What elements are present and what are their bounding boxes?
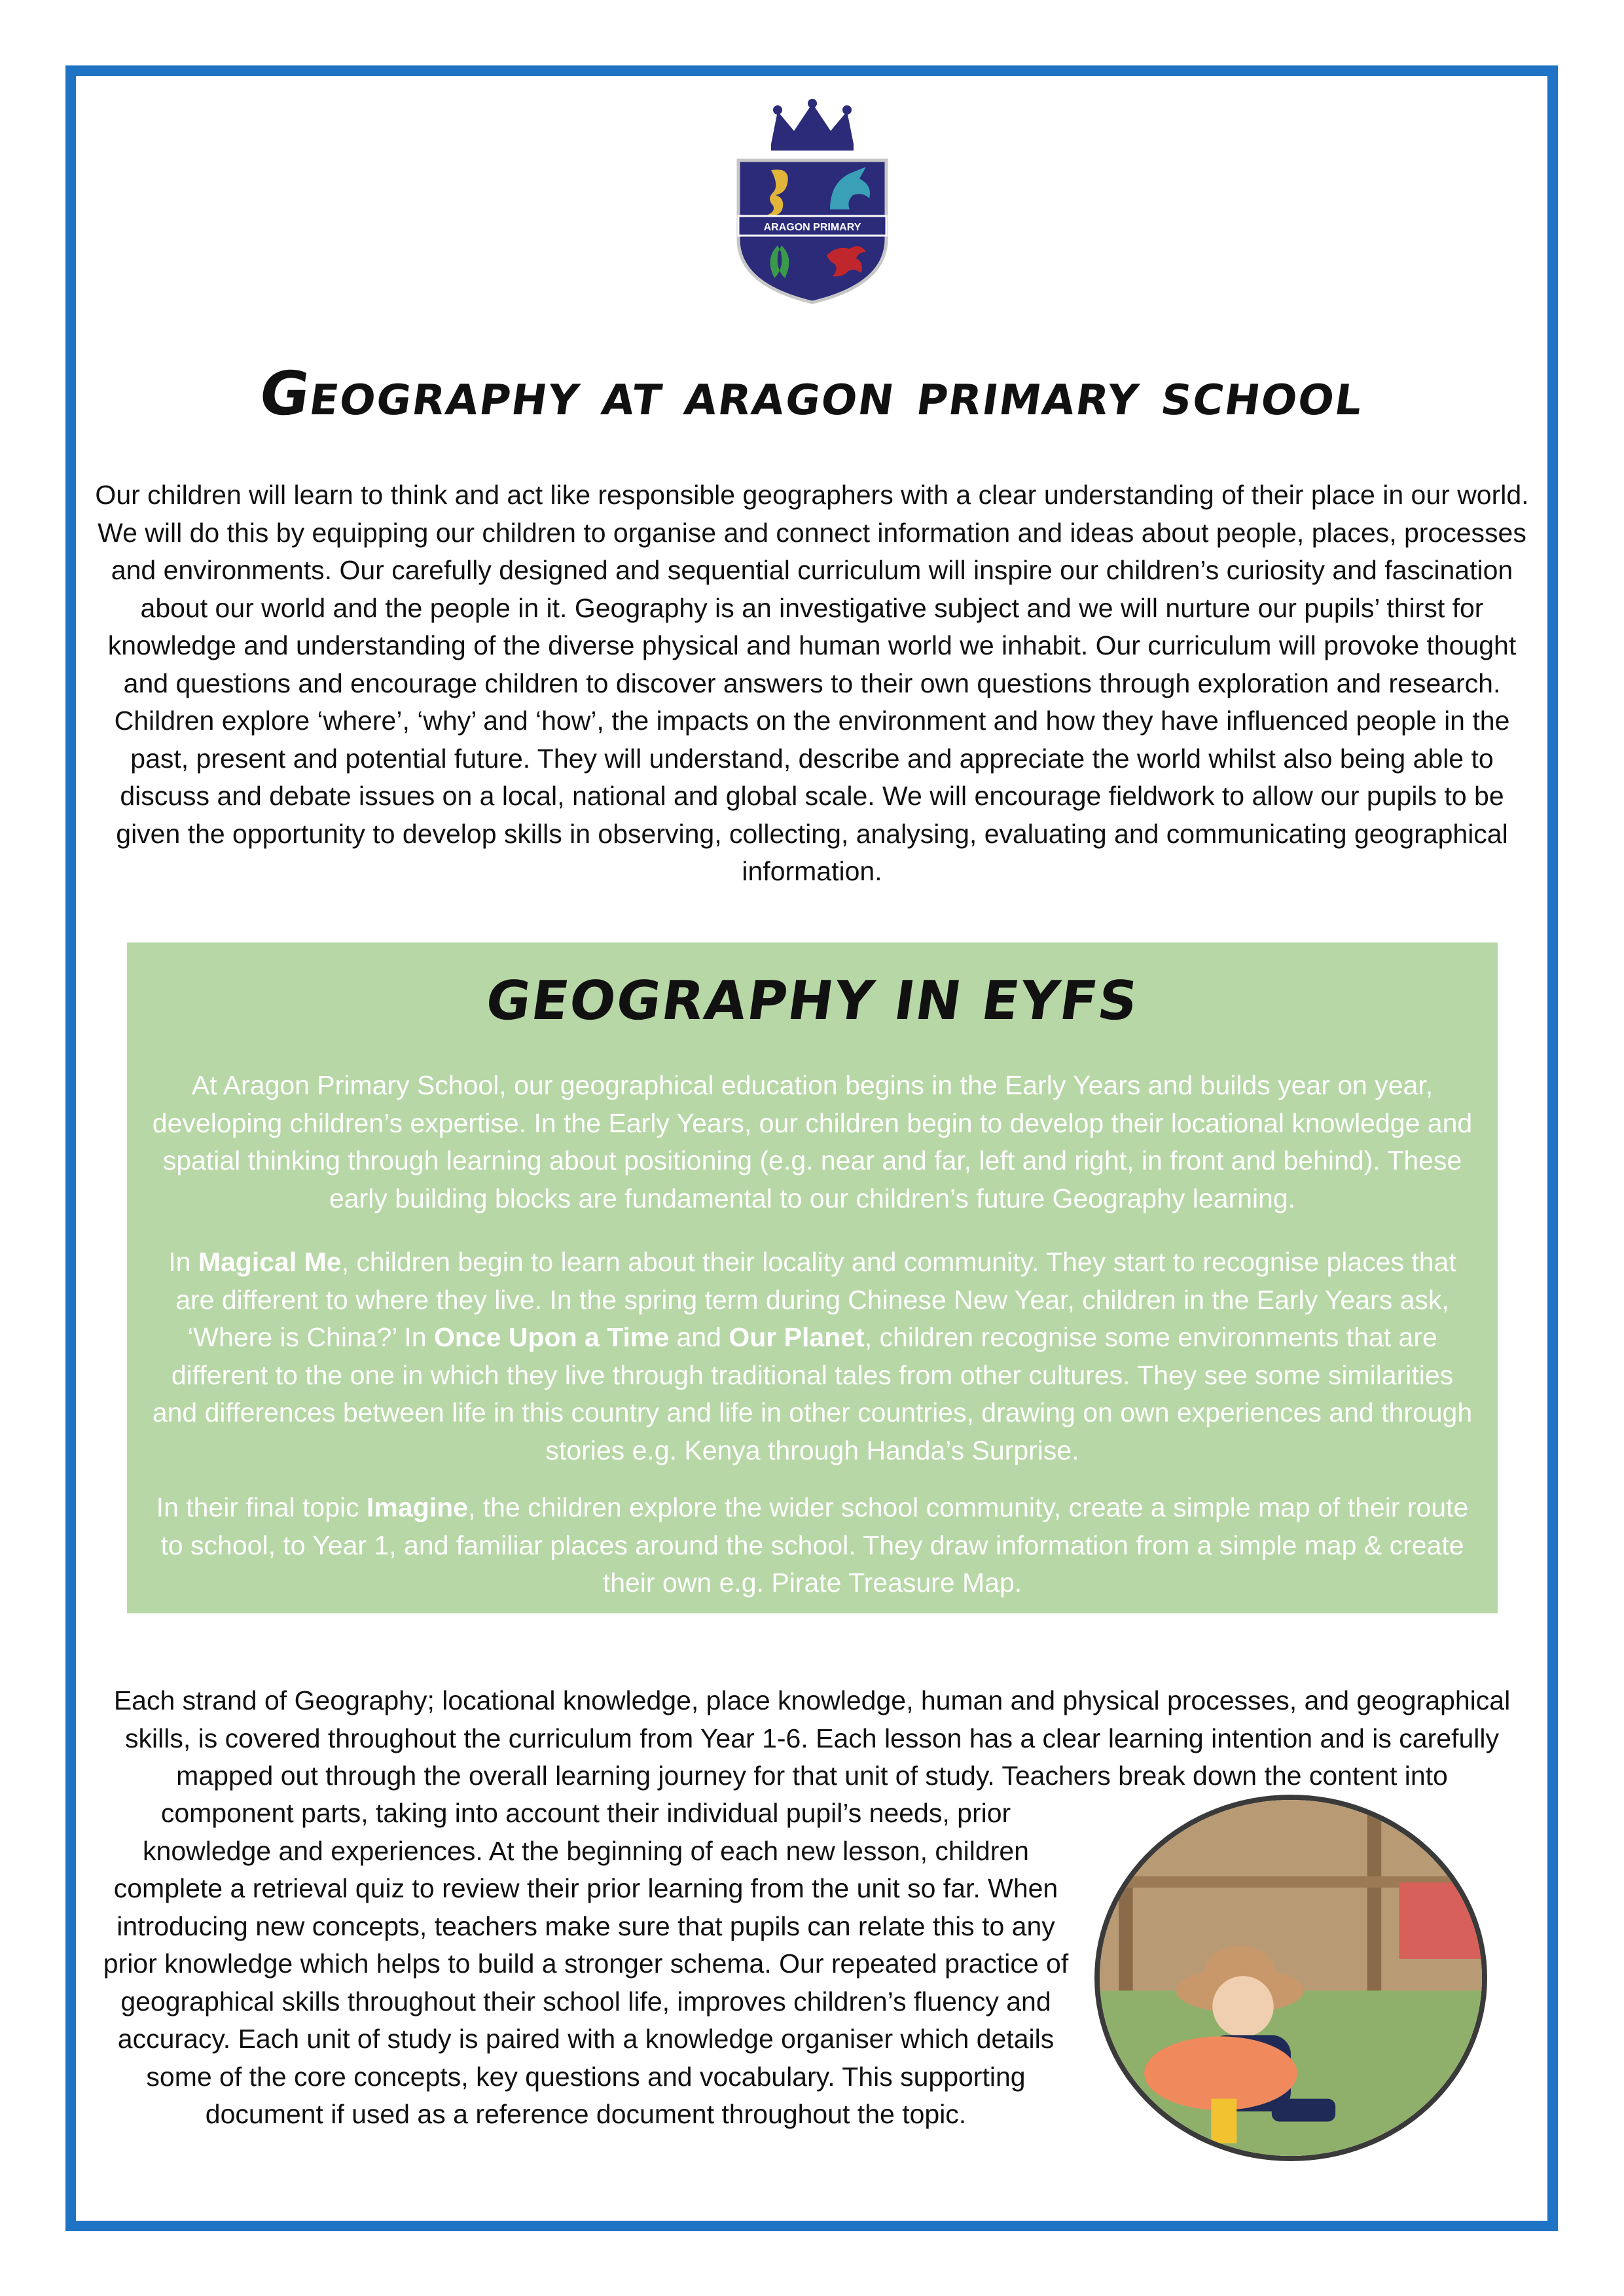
text-run: In their final topic xyxy=(156,1492,367,1522)
text-run: , the children explore the wider school community, create a simple map of their route to school, to Year 1, and familiar places around the school. They draw information from a simple map & create their own e.g. Pirate Treasure Map. xyxy=(160,1492,1469,1598)
intro-paragraph: Our children will learn to think and act like responsible geographers with a clear understanding of their place in our world. We will do this by equipping our children to organise and connect information and ideas about people, places, processes and environments. Our carefully designed and sequential curriculum will inspire our children’s curiosity and fascination about our world and the people in it. Geography is an investigative subject and we will nurture our pupils’ thirst for knowledge and understanding of the diverse physical and human world we inhabit. Our curriculum will provoke thought and questions and encourage children to discover answers to their own questions through exploration and research. Children explore ‘where’, ‘why’ and ‘how’, the impacts on the environment and how they have influenced people in the past, present and potential future. They will understand, describe and appreciate the world whilst also being able to discuss and debate issues on a local, national and global scale. We will encourage fieldwork to allow our pupils to be given the opportunity to develop skills in observing, collecting, analysing, evaluating and communicating geographical information. xyxy=(95,480,1529,886)
crown-icon xyxy=(771,99,854,151)
topic-once-upon-a-time: Once Upon a Time xyxy=(433,1322,670,1352)
topic-our-planet: Our Planet xyxy=(729,1322,865,1352)
eyfs-title: GEOGRAPHY IN EYFS xyxy=(482,970,1143,1032)
text-run: and xyxy=(669,1322,729,1352)
eyfs-paragraph-1: At Aragon Primary School, our geographical education begins in the Early Years and builds year on year, developing children’s expertise. In the Early Years, our children begin to develop their locational knowledge and spatial thinking through learning about positioning (e.g. near and far, left and right, in front and behind). These early building blocks are fundamental to our children’s future Geography learning. xyxy=(152,1070,1473,1213)
strand-paragraph-top: Each strand of Geography; locational knowledge, place knowledge, human and physical processes, and geographical skills, is covered throughout the curriculum from Year 1-6. Each lesson has a clear learning intention and is carefully mapped out through the overall learning journey for that unit of study. Teachers break down the content into xyxy=(113,1685,1511,1791)
text-run: , children recognise some environments that are different to the one in which they live through traditional tales from other cultures. They see some similarities and differences between life in this country and life in other countries, drawing on own experiences and through stories e.g. Kenya through Handa’s Surprise. xyxy=(152,1322,1473,1465)
crest-banner-text: ARAGON PRIMARY xyxy=(763,222,861,233)
text-run: In xyxy=(168,1247,198,1277)
school-crest-logo xyxy=(732,98,893,304)
eyfs-paragraph-2 xyxy=(147,1244,1478,1469)
topic-imagine: Imagine xyxy=(367,1492,468,1522)
child-playing-photo xyxy=(1094,1795,1487,2161)
text-run: , children begin to learn about their locality and community. They start to recognise places that are different to where they live. In the spring term during Chinese New Year, children in the Early Years ask, ‘Where is China?’ In xyxy=(175,1247,1456,1352)
eyfs-section xyxy=(127,942,1498,1613)
strand-paragraph-continued: component parts, taking into account their individual pupil’s needs, prior knowledge and experiences. At the beginning of each new lesson, children complete a retrieval quiz to review their prior learning from the unit so far. When introducing new concepts, teachers make sure that pupils can relate this to any prior knowledge which helps to build a stronger schema. Our repeated practice of geographical skills throughout their school life, improves children’s fluency and accuracy. Each unit of study is paired with a knowledge organiser which details some of the core concepts, key questions and vocabulary. This supporting document if used as a reference document throughout the topic. xyxy=(103,1798,1069,2129)
topic-magical-me: Magical Me xyxy=(198,1247,342,1277)
eyfs-paragraph-3 xyxy=(147,1489,1478,1602)
page-title: Geography at aragon primary school xyxy=(255,359,1369,429)
